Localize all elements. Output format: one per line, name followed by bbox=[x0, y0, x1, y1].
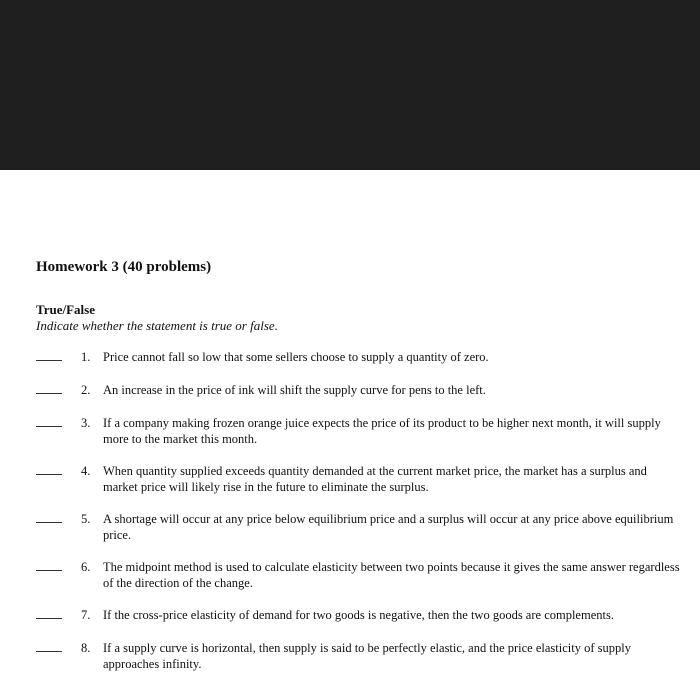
question-text: Price cannot fall so low that some sellers choose to supply a quantity of zero. bbox=[103, 350, 489, 364]
question-number: 1. bbox=[81, 350, 91, 364]
question-text: When quantity supplied exceeds quantity demanded at the current market price, the market has a surplus and market price will likely rise in the future to eliminate the surplus. bbox=[103, 464, 647, 494]
question-number: 3. bbox=[81, 416, 91, 430]
question-number: 5. bbox=[81, 512, 91, 526]
answer-blank[interactable] bbox=[36, 360, 62, 361]
answer-blank[interactable] bbox=[36, 474, 62, 475]
question-text: If the cross-price elasticity of demand for two goods is negative, then the two goods are complements. bbox=[103, 608, 614, 622]
question-number: 6. bbox=[81, 560, 91, 574]
answer-blank[interactable] bbox=[36, 426, 62, 427]
question-number: 8. bbox=[81, 641, 91, 655]
answer-blank[interactable] bbox=[36, 522, 62, 523]
question-number: 4. bbox=[81, 464, 91, 478]
question-number: 7. bbox=[81, 608, 91, 622]
section-instructions: Indicate whether the statement is true or false. bbox=[36, 318, 278, 333]
answer-blank[interactable] bbox=[36, 393, 62, 394]
question-text: If a supply curve is horizontal, then supply is said to be perfectly elastic, and the price elasticity of supply approaches infinity. bbox=[103, 641, 631, 671]
answer-blank[interactable] bbox=[36, 651, 62, 652]
page-title: Homework 3 (40 problems) bbox=[36, 259, 212, 275]
section-title: True/False bbox=[36, 302, 95, 317]
question-text: A shortage will occur at any price below equilibrium price and a surplus will occur at any price above equilibrium price. bbox=[103, 512, 674, 542]
question-text: If a company making frozen orange juice expects the price of its product to be higher next month, it will supply more to the market this month. bbox=[103, 416, 661, 446]
answer-blank[interactable] bbox=[36, 570, 62, 571]
question-text: The midpoint method is used to calculate elasticity between two points because it gives the same answer regardless of the direction of the change. bbox=[103, 560, 680, 590]
answer-blank[interactable] bbox=[36, 618, 62, 619]
question-text: An increase in the price of ink will shift the supply curve for pens to the left. bbox=[103, 383, 486, 397]
question-number: 2. bbox=[81, 383, 91, 397]
